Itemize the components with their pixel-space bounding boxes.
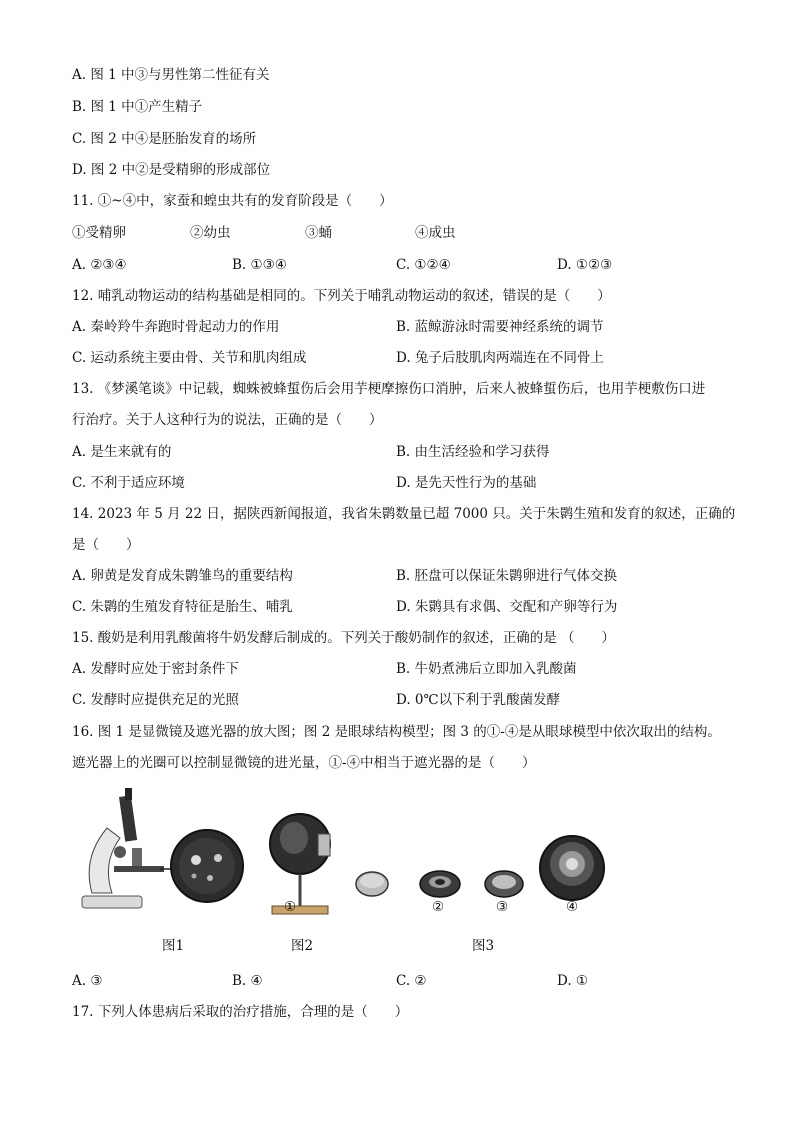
q11-option-a: A. ②③④	[72, 257, 127, 273]
q12-stem: 12. 哺乳动物运动的结构基础是相同的。下列关于哺乳动物运动的叙述，错误的是（ ）	[72, 288, 611, 304]
q12-option-d: D. 兔子后肢肌肉两端连在不同骨上	[396, 350, 604, 366]
q13-option-a: A. 是生来就有的	[72, 444, 172, 460]
fig3-label-2: ②	[432, 899, 445, 915]
q16-stem-line2: 遮光器上的光圈可以控制显微镜的进光量，①-④中相当于遮光器的是（ ）	[72, 755, 536, 771]
structure-1-cornea-image	[356, 872, 388, 896]
fig2-caption: 图2	[291, 938, 314, 954]
q10-option-d: D. 图 2 中②是受精卵的形成部位	[72, 162, 271, 178]
q17-stem: 17. 下列人体患病后采取的治疗措施，合理的是（ ）	[72, 1004, 409, 1020]
q11-option-b: B. ①③④	[232, 257, 287, 273]
fig3-caption: 图3	[472, 938, 495, 954]
q15-option-d: D. 0℃以下利于乳酸菌发酵	[396, 692, 561, 708]
q15-option-b: B. 牛奶煮沸后立即加入乳酸菌	[396, 661, 577, 677]
fig3-label-1: ①	[284, 899, 297, 915]
microscope-image	[82, 788, 180, 908]
q14-option-a: A. 卵黄是发育成朱鹮雏鸟的重要结构	[72, 568, 293, 584]
q16-stem-line1: 16. 图 1 是显微镜及遮光器的放大图；图 2 是眼球结构模型；图 3 的①-④是从眼球模型中依次取出的结构。	[72, 724, 721, 740]
fig1-caption: 图1	[162, 938, 185, 954]
q11-option-d: D. ①②③	[557, 257, 613, 273]
q15-option-c: C. 发酵时应提供充足的光照	[72, 692, 239, 708]
q15-stem: 15. 酸奶是利用乳酸菌将牛奶发酵后制成的。下列关于酸奶制作的叙述，正确的是 （ ）	[72, 630, 616, 646]
q14-option-b: B. 胚盘可以保证朱鹮卵进行气体交换	[396, 568, 618, 584]
q12-option-b: B. 蓝鲸游泳时需要神经系统的调节	[396, 319, 604, 335]
q13-option-d: D. 是先天性行为的基础	[396, 475, 537, 491]
structure-4-eyeball-image	[540, 836, 604, 900]
q10-option-a: A. 图 1 中③与男性第二性征有关	[72, 67, 270, 83]
q14-stem-line2: 是（ ）	[72, 537, 140, 553]
eyeball-model-image	[270, 814, 330, 914]
diaphragm-zoom-image	[171, 830, 243, 902]
structure-3-lens-image	[485, 871, 523, 897]
q10-option-c: C. 图 2 中④是胚胎发育的场所	[72, 131, 257, 147]
q16-option-c: C. ②	[396, 973, 427, 989]
q13-option-b: B. 由生活经验和学习获得	[396, 444, 550, 460]
q16-option-a: A. ③	[72, 973, 103, 989]
q16-option-b: B. ④	[232, 973, 263, 989]
q11-option-c: C. ①②④	[396, 257, 451, 273]
q14-option-d: D. 朱鹮具有求偶、交配和产卵等行为	[396, 599, 618, 615]
q13-stem-line2: 行治疗。关于人这种行为的说法，正确的是（ ）	[72, 412, 383, 428]
q14-option-c: C. 朱鹮的生殖发育特征是胎生、哺乳	[72, 599, 293, 615]
q15-option-a: A. 发酵时应处于密封条件下	[72, 661, 239, 677]
q16-option-d: D. ①	[557, 973, 589, 989]
q11-item-4: ④成虫	[415, 225, 456, 241]
fig3-label-3: ③	[496, 899, 509, 915]
q11-stem: 11. ①~④中，家蚕和蝗虫共有的发育阶段是（ ）	[72, 193, 393, 209]
q12-option-a: A. 秦岭羚牛奔跑时骨起动力的作用	[72, 319, 280, 335]
q14-stem-line1: 14. 2023 年 5 月 22 日，据陕西新闻报道，我省朱鹮数量已超 7000 只。关于朱鹮生殖和发育的叙述，正确的	[72, 506, 736, 522]
q11-item-3: ③蛹	[305, 225, 332, 241]
q10-option-b: B. 图 1 中①产生精子	[72, 99, 203, 115]
q13-option-c: C. 不利于适应环境	[72, 475, 185, 491]
structure-2-iris-image	[420, 871, 460, 897]
q16-figures	[72, 788, 632, 928]
q11-item-2: ②幼虫	[190, 225, 231, 241]
q13-stem-line1: 13. 《梦溪笔谈》中记载，蜘蛛被蜂蜇伤后会用芋梗摩擦伤口消肿，后来人被蜂蜇伤后，也用芋梗敷伤口进	[72, 381, 706, 397]
q12-option-c: C. 运动系统主要由骨、关节和肌肉组成	[72, 350, 307, 366]
fig3-label-4: ④	[566, 899, 579, 915]
q11-item-1: ①受精卵	[72, 225, 126, 241]
